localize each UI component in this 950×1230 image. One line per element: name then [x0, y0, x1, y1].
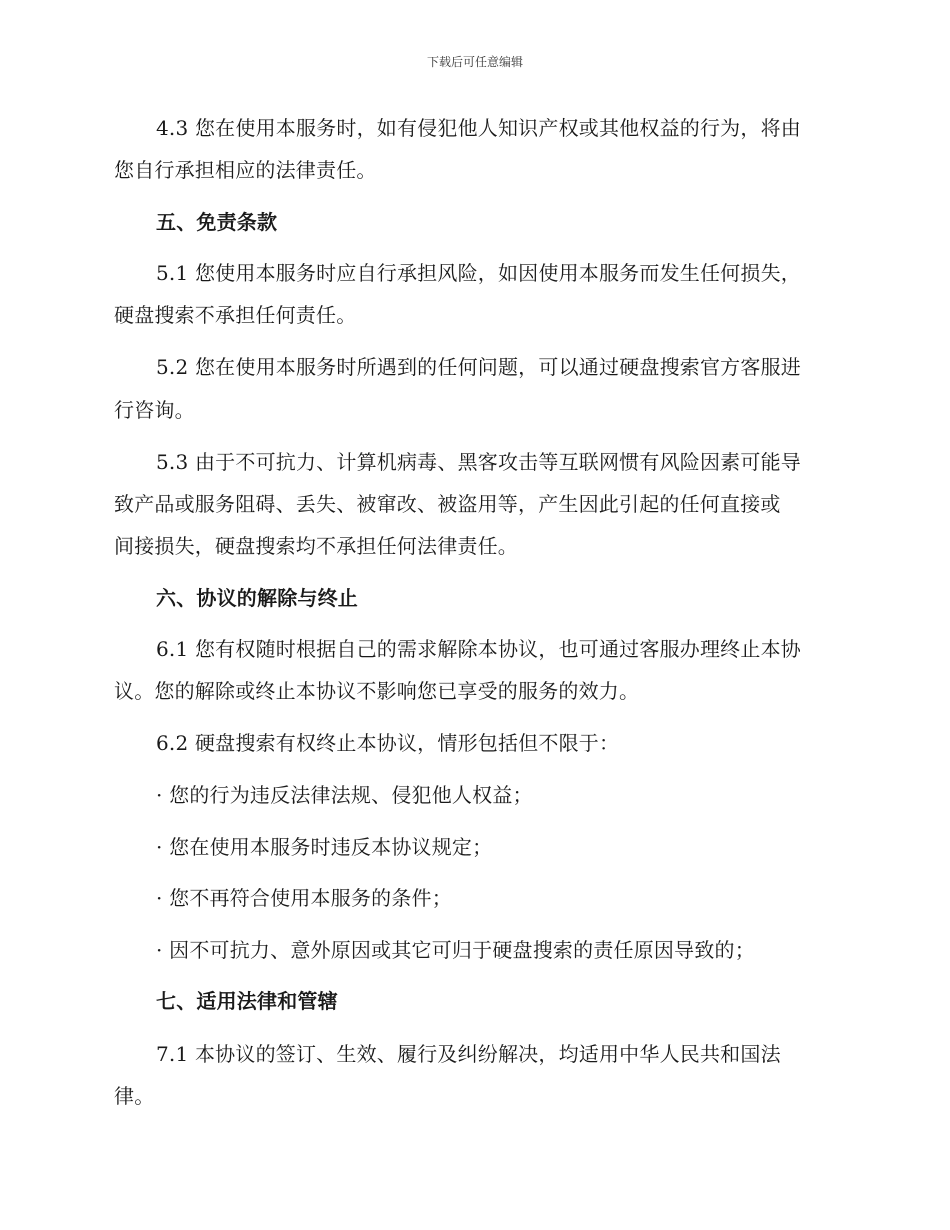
- clause-4-3-line-1: 4.3 您在使用本服务时，如有侵犯他人知识产权或其他权益的行为，将由: [156, 116, 801, 140]
- clause-7-1-line-2: 律。: [114, 1084, 155, 1108]
- list-item: · 您的行为违反法律法规、侵犯他人权益；: [156, 783, 533, 807]
- clause-5-2-line-1: 5.2 您在使用本服务时所遇到的任何问题，可以通过硬盘搜索官方客服进: [156, 355, 801, 379]
- clause-7-1-line-1: 7.1 本协议的签订、生效、履行及纠纷解决，均适用中华人民共和国法: [156, 1042, 781, 1066]
- clause-6-1-line-2: 议。您的解除或终止本协议不影响您已享受的服务的效力。: [114, 679, 640, 703]
- section-heading-6: 六、协议的解除与终止: [156, 586, 358, 610]
- list-item: · 您在使用本服务时违反本协议规定；: [156, 835, 493, 859]
- clause-4-3-line-2: 您自行承担相应的法律责任。: [114, 158, 377, 182]
- list-item: · 因不可抗力、意外原因或其它可归于硬盘搜索的责任原因导致的；: [156, 938, 755, 962]
- clause-5-1-line-2: 硬盘搜索不承担任何责任。: [114, 303, 357, 327]
- section-heading-5: 五、免责条款: [156, 210, 278, 234]
- clause-6-1-line-1: 6.1 您有权随时根据自己的需求解除本协议，也可通过客服办理终止本协: [156, 637, 801, 661]
- clause-5-2-line-2: 行咨询。: [114, 398, 195, 422]
- page-header: 下载后可任意编辑: [426, 55, 523, 69]
- list-item: · 您不再符合使用本服务的条件；: [156, 886, 452, 910]
- clause-5-1-line-1: 5.1 您使用本服务时应自行承担风险，如因使用本服务而发生任何损失，: [156, 261, 801, 285]
- section-heading-7: 七、适用法律和管辖: [156, 989, 338, 1013]
- clause-5-3-line-1: 5.3 由于不可抗力、计算机病毒、黑客攻击等互联网惯有风险因素可能导: [156, 450, 801, 474]
- clause-5-3-line-2: 致产品或服务阻碍、丢失、被窜改、被盗用等，产生因此引起的任何直接或: [114, 492, 781, 516]
- clause-6-2-line-1: 6.2 硬盘搜索有权终止本协议，情形包括但不限于：: [156, 731, 620, 755]
- clause-5-3-line-3: 间接损失，硬盘搜索均不承担任何法律责任。: [114, 534, 518, 558]
